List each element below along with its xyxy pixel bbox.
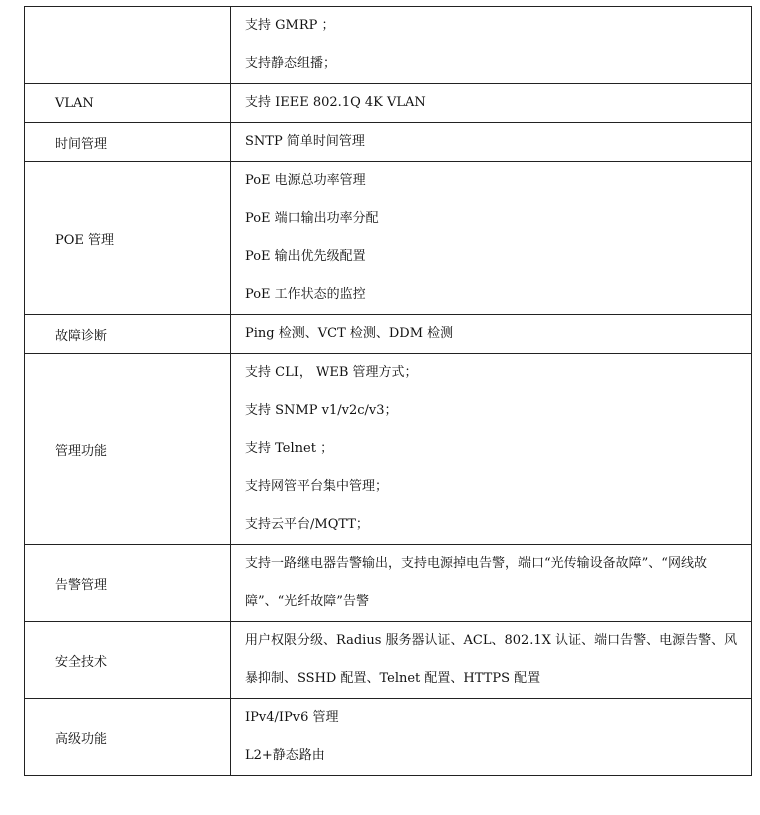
row-label: 安全技术 (25, 622, 231, 699)
table-row (25, 84, 752, 123)
row-value (231, 699, 752, 776)
row-value (231, 545, 752, 622)
row-label: 管理功能 (25, 354, 231, 545)
value-line: 支持静态组播； (245, 56, 337, 71)
value-line: PoE 输出优先级配置 (245, 249, 366, 264)
value-line: Ping 检测、VCT 检测、DDM 检测 (245, 326, 454, 341)
row-value (231, 84, 752, 123)
value-line: L2+静态路由 (245, 748, 325, 763)
table-row (25, 315, 752, 354)
value-line: 支持 CLI， WEB 管理方式； (245, 365, 418, 380)
value-line: IPv4/IPv6 管理 (245, 710, 339, 725)
table-row (25, 622, 752, 699)
value-line: SNTP 简单时间管理 (245, 134, 365, 149)
row-label (25, 7, 231, 84)
value-line: 支持 GMRP ； (245, 18, 335, 33)
table-row (25, 699, 752, 776)
row-value (231, 354, 752, 545)
table-row (25, 354, 752, 545)
value-line: 支持云平台/MQTT； (245, 517, 369, 532)
value-line: PoE 端口输出功率分配 (245, 211, 379, 226)
table-row (25, 162, 752, 315)
value-line: 支持 Telnet ； (245, 441, 334, 456)
row-label: 告警管理 (25, 545, 231, 622)
row-label: 时间管理 (25, 123, 231, 162)
value-line: PoE 工作状态的监控 (245, 287, 366, 302)
value-text: 支持一路继电器告警输出，支持电源掉电告警，端口“光传输设备故障”、“网线故障”、“光纤故障”告警 (245, 556, 707, 609)
spec-table (24, 6, 752, 776)
row-label: VLAN (25, 84, 231, 123)
spec-table-body (25, 7, 752, 776)
row-label: 高级功能 (25, 699, 231, 776)
value-line: 支持网管平台集中管理； (245, 479, 389, 494)
table-row (25, 123, 752, 162)
row-value (231, 7, 752, 84)
value-text: 用户权限分级、Radius 服务器认证、ACL、802.1X 认证、端口告警、电源告警、风暴抑制、SSHD 配置、Telnet 配置、HTTPS 配置 (245, 633, 738, 686)
table-row (25, 545, 752, 622)
row-label: 故障诊断 (25, 315, 231, 354)
row-value (231, 622, 752, 699)
row-label: POE 管理 (25, 162, 231, 315)
row-value (231, 123, 752, 162)
row-value (231, 162, 752, 315)
table-row (25, 7, 752, 84)
value-line: 支持 IEEE 802.1Q 4K VLAN (245, 95, 426, 110)
value-line: 支持 SNMP v1/v2c/v3； (245, 403, 398, 418)
row-value (231, 315, 752, 354)
value-line: PoE 电源总功率管理 (245, 173, 366, 188)
